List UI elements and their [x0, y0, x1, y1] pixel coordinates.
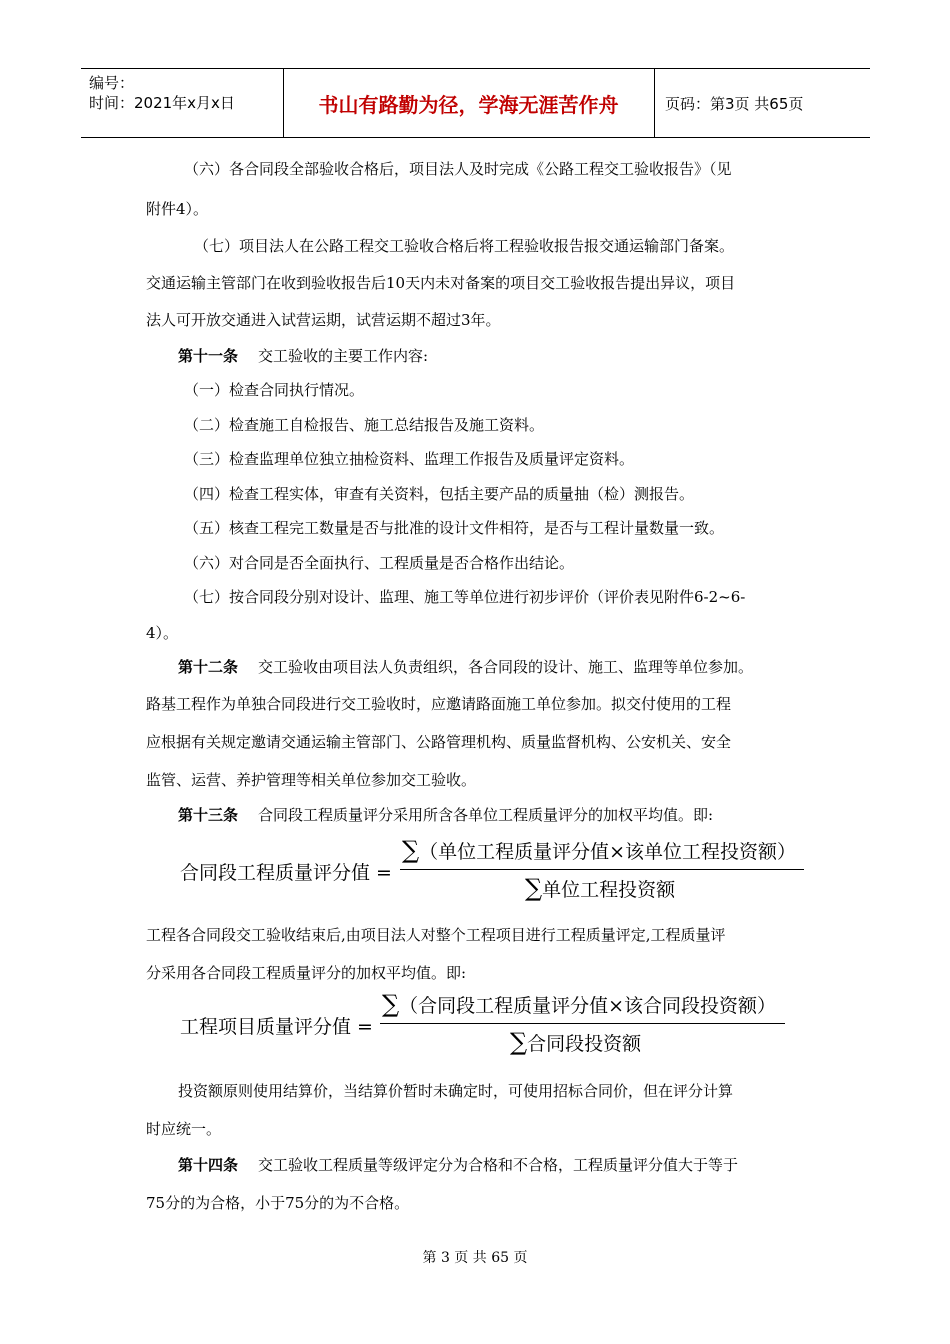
- list-item: 4）。: [146, 624, 179, 642]
- article-text: 交工验收工程质量等级评定分为合格和不合格，工程质量评分值大于等于: [258, 1156, 739, 1174]
- formula-numerator: ∑（单位工程质量评分值×该单位工程投资额）: [402, 836, 797, 864]
- article-title: 第十二条: [178, 658, 239, 676]
- formula-denominator: ∑合同段投资额: [510, 1028, 642, 1056]
- list-item: （五）核查工程完工数量是否与批准的设计文件相符，是否与工程计量数量一致。: [184, 519, 725, 537]
- article-12: [178, 656, 838, 677]
- article-text: 交工验收由项目法人负责组织，各合同段的设计、施工、监理等单位参加。: [258, 658, 754, 676]
- header-meta: [89, 73, 235, 113]
- list-item: （一）检查合同执行情况。: [184, 381, 365, 399]
- formula-numerator: ∑（合同段工程质量评分值×该合同段投资额）: [382, 990, 777, 1018]
- list-item: （三）检查监理单位独立抽检资料、监理工作报告及质量评定资料。: [184, 450, 635, 468]
- paragraph: 应根据有关规定邀请交通运输主管部门、公路管理机构、质量监督机构、公安机关、安全: [146, 733, 732, 751]
- formula-denominator: ∑单位工程投资额: [525, 874, 676, 902]
- article-text: 合同段工程质量评分采用所含各单位工程质量评分的加权平均值。即:: [258, 806, 714, 824]
- date-label: 时间：2021年x月x日: [89, 94, 235, 112]
- article-11: [178, 345, 838, 366]
- article-14: [178, 1154, 838, 1175]
- article-text: 交工验收的主要工作内容:: [258, 347, 429, 365]
- paragraph: 75分的为合格，小于75分的为不合格。: [146, 1194, 410, 1212]
- paragraph: 投资额原则使用结算价，当结算价暂时未确定时，可使用招标合同价，但在评分计算: [178, 1082, 734, 1100]
- formula-project-score: [180, 990, 820, 1060]
- sigma-icon: ∑: [382, 990, 400, 1018]
- formula-contract-score: [180, 836, 820, 906]
- article-title: 第十四条: [178, 1156, 239, 1174]
- paragraph: 路基工程作为单独合同段进行交工验收时，应邀请路面施工单位参加。拟交付使用的工程: [146, 695, 732, 713]
- paragraph: 时应统一。: [146, 1120, 222, 1138]
- article-title: 第十三条: [178, 806, 239, 824]
- sigma-icon: ∑: [510, 1028, 528, 1056]
- paragraph: 工程各合同段交工验收结束后,由项目法人对整个工程项目进行工程质量评定,工程质量评: [146, 926, 726, 944]
- formula-lhs: 合同段工程质量评分值 =: [180, 862, 392, 884]
- paragraph: 监管、运营、养护管理等相关单位参加交工验收。: [146, 771, 477, 789]
- document-header: [81, 68, 870, 138]
- paragraph: 交通运输主管部门在收到验收报告后10天内未对备案的项目交工验收报告提出异议，项目: [146, 274, 736, 292]
- list-item: （七）按合同段分别对设计、监理、施工等单位进行初步评价（评价表见附件6-2~6-: [184, 588, 746, 606]
- paragraph: 分采用各合同段工程质量评分的加权平均值。即:: [146, 964, 467, 982]
- number-label: 编号：: [89, 74, 135, 92]
- fraction-bar: [380, 1023, 785, 1024]
- paragraph: （七）项目法人在公路工程交工验收合格后将工程验收报告报交通运输部门备案。: [194, 237, 735, 255]
- list-item: （四）检查工程实体，审查有关资料，包括主要产品的质量抽（检）测报告。: [184, 485, 695, 503]
- header-motto: 书山有路勤为径，学海无涯苦作舟: [318, 93, 619, 117]
- page-footer: 第 3 页 共 65 页: [422, 1250, 528, 1266]
- header-divider: [654, 69, 655, 137]
- sigma-icon: ∑: [402, 836, 420, 864]
- list-item: （六）对合同是否全面执行、工程质量是否合格作出结论。: [184, 554, 575, 572]
- paragraph: （六）各合同段全部验收合格后，项目法人及时完成《公路工程交工验收报告》（见: [184, 160, 732, 178]
- article-title: 第十一条: [178, 347, 239, 365]
- header-page-label: 页码：第3页 共65页: [665, 95, 804, 113]
- paragraph: 附件4）。: [146, 200, 209, 218]
- formula-lhs: 工程项目质量评分值 =: [180, 1016, 373, 1038]
- paragraph: 法人可开放交通进入试营运期，试营运期不超过3年。: [146, 311, 501, 329]
- article-13: [178, 804, 838, 825]
- list-item: （二）检查施工自检报告、施工总结报告及施工资料。: [184, 416, 545, 434]
- fraction-bar: [400, 869, 804, 870]
- sigma-icon: ∑: [525, 874, 543, 902]
